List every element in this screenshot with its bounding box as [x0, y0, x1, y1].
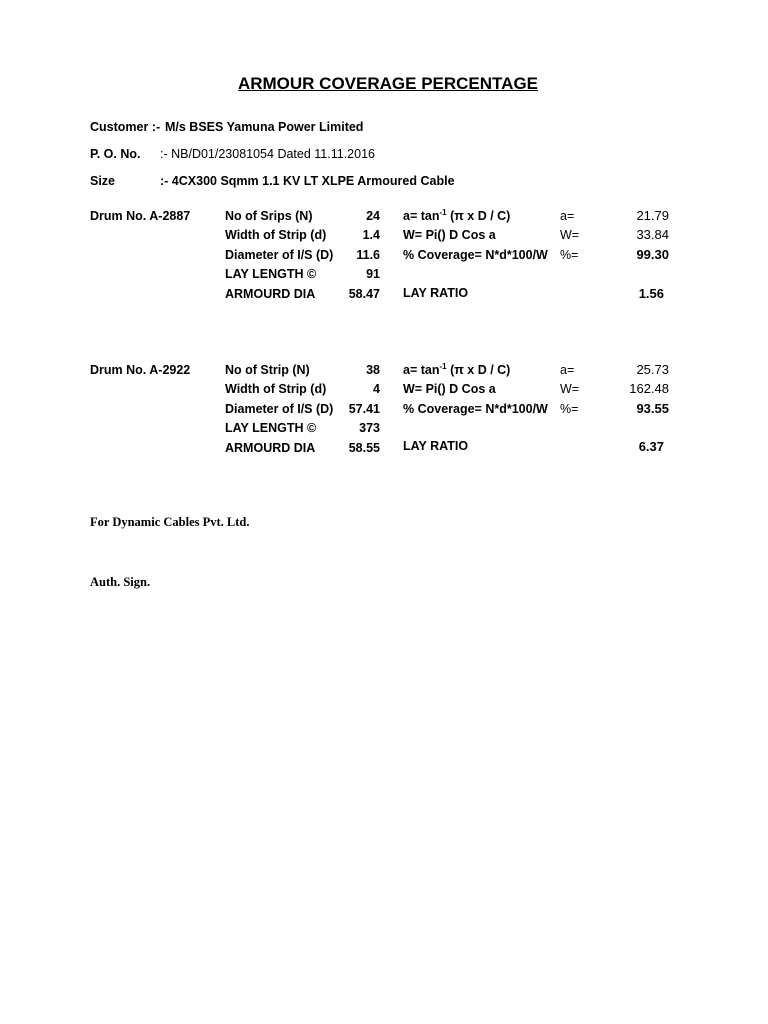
formula-w: W= Pi() D Cos a: [403, 382, 496, 396]
size-label: Size: [90, 174, 116, 188]
formula-a: $a= \tan^{-1} (\pi$ x D / C): [403, 207, 511, 223]
size-value: :- 4CX300 Sqmm 1.1 KV LT XLPE Armoured Cable: [160, 174, 455, 188]
drum-number: Drum No. A-2887: [90, 209, 191, 223]
param-label: ARMOURD DIA: [225, 441, 316, 455]
param-label: LAY LENGTH ©: [225, 421, 317, 435]
param-value: 11.6: [356, 248, 380, 262]
customer-label: Customer :-: [90, 120, 161, 134]
customer-value: M/s BSES Yamuna Power Limited: [165, 120, 364, 134]
page-title: ARMOUR COVERAGE PERCENTAGE: [237, 74, 539, 93]
symbol-w: W=: [560, 228, 580, 242]
formula-coverage: % Coverage= N*d*100/W: [403, 402, 548, 416]
result-lay-ratio: 1.56: [638, 286, 664, 301]
param-value: 24: [366, 209, 380, 223]
param-value: 4: [373, 382, 380, 396]
param-value: 373: [359, 421, 380, 435]
param-label: LAY LENGTH ©: [225, 267, 317, 281]
param-label: Diameter of I/S (D): [225, 248, 334, 262]
lay-ratio-label: LAY RATIO: [403, 286, 469, 300]
param-label: Width of Strip (d): [225, 228, 327, 242]
param-value: 57.41: [348, 402, 380, 416]
result-lay-ratio: 6.37: [638, 439, 664, 454]
symbol-w: W=: [560, 382, 580, 396]
drum-number: Drum No. A-2922: [90, 363, 191, 377]
formula-a: $a= \tan^{-1} (\pi$ x D / C): [403, 361, 511, 377]
result-w: 33.84: [636, 227, 669, 242]
param-label: Diameter of I/S (D): [225, 402, 334, 416]
result-a: 21.79: [636, 208, 669, 223]
symbol-a: a=: [560, 209, 575, 223]
param-value: 58.47: [348, 287, 380, 301]
result-coverage: 93.55: [636, 401, 669, 416]
param-value: 91: [366, 267, 380, 281]
po-value: :- NB/D01/23081054 Dated 11.11.2016: [160, 147, 375, 161]
result-w: 162.48: [629, 381, 669, 396]
param-label: No of Srips (N): [225, 209, 313, 223]
lay-ratio-label: LAY RATIO: [403, 439, 469, 453]
symbol-a: a=: [560, 363, 575, 377]
param-value: 38: [366, 363, 380, 377]
symbol-percent: %=: [560, 248, 579, 262]
formula-w: W= Pi() D Cos a: [403, 228, 496, 242]
formula-coverage: % Coverage= N*d*100/W: [403, 248, 548, 262]
company-signoff: For Dynamic Cables Pvt. Ltd.: [90, 515, 250, 529]
param-value: 1.4: [362, 228, 380, 242]
symbol-percent: %=: [560, 402, 579, 416]
param-value: 58.55: [348, 441, 380, 455]
param-label: ARMOURD DIA: [225, 287, 316, 301]
param-label: Width of Strip (d): [225, 382, 327, 396]
param-label: No of Strip (N): [225, 363, 310, 377]
result-a: 25.73: [636, 362, 669, 377]
auth-sign: Auth. Sign.: [90, 575, 151, 589]
result-coverage: 99.30: [636, 247, 669, 262]
po-label: P. O. No.: [90, 147, 141, 161]
